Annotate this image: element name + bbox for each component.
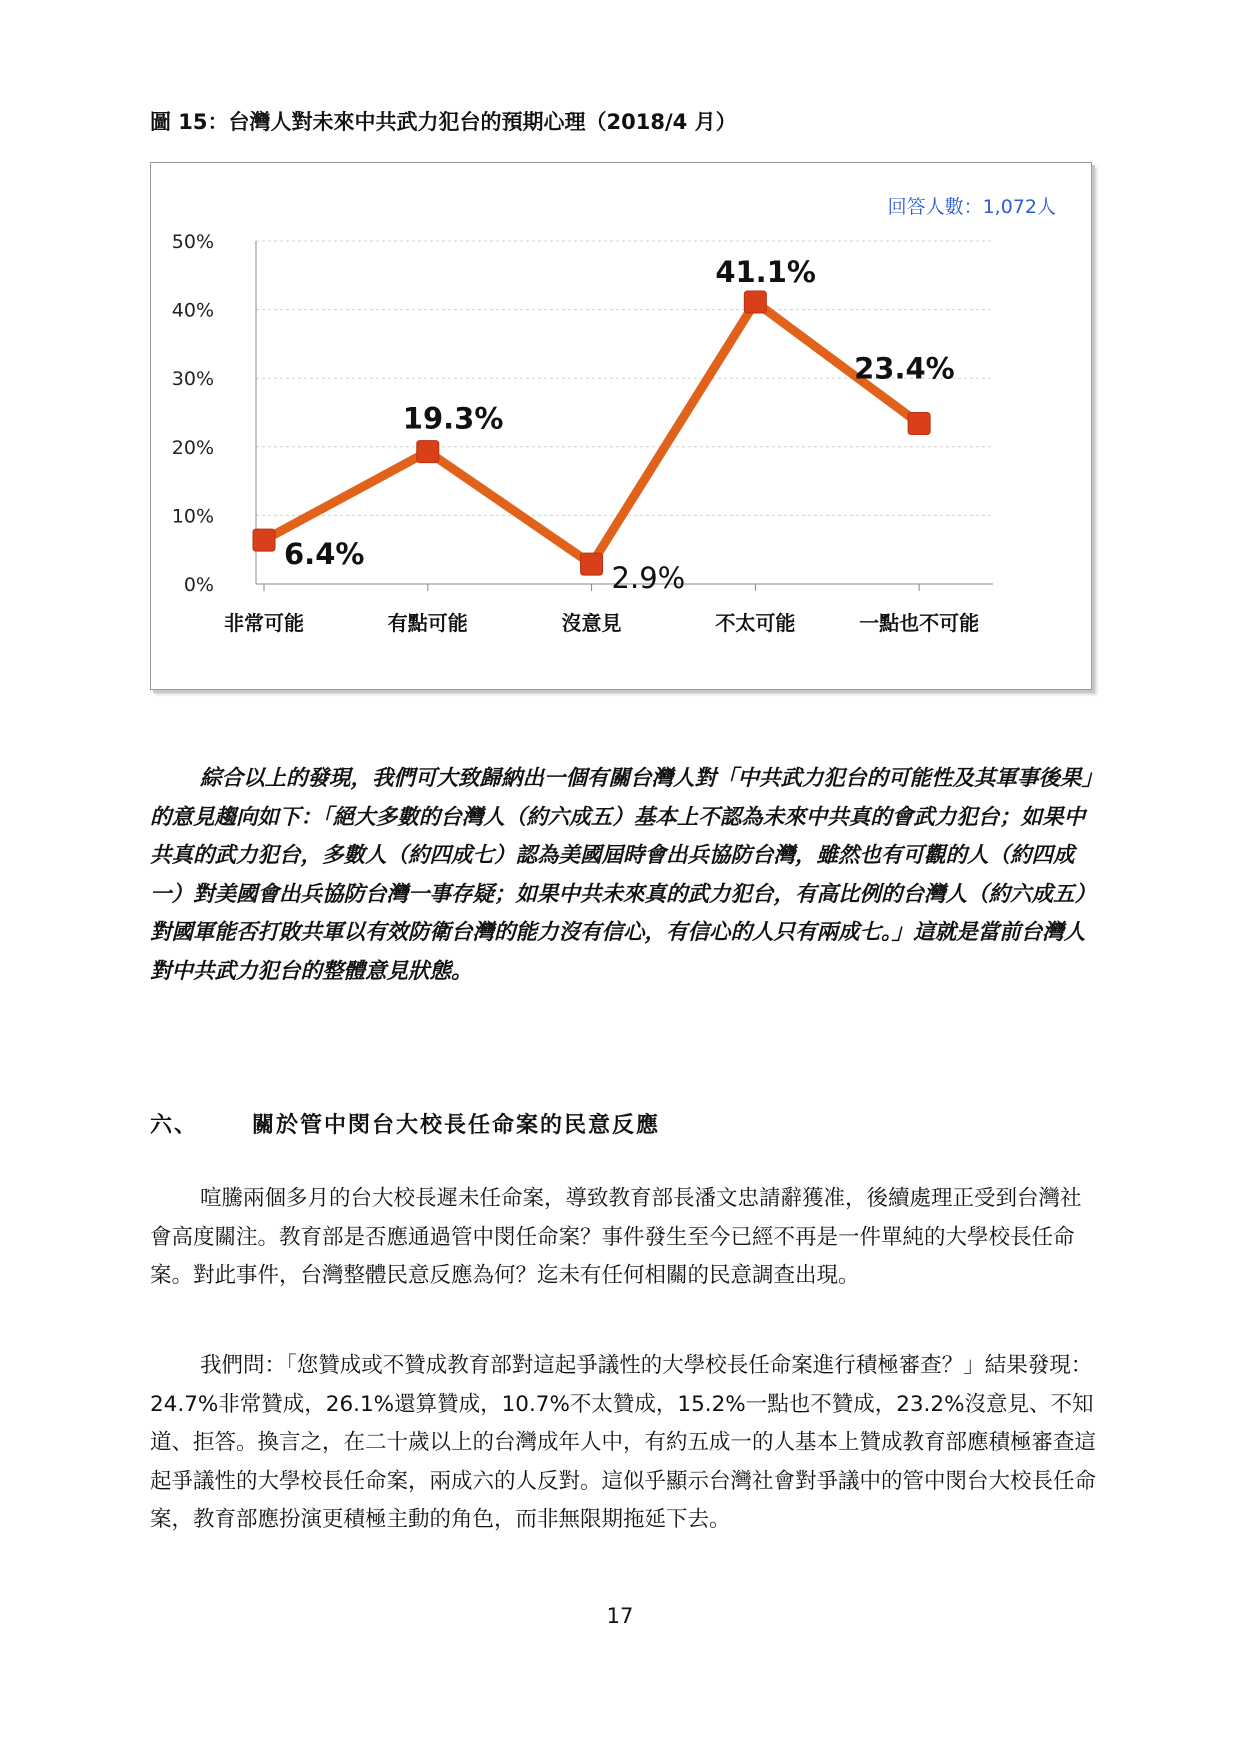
data-point	[581, 553, 603, 575]
chart-svg	[151, 163, 1091, 689]
data-label: 19.3%	[402, 401, 504, 436]
x-category-label: 一點也不可能	[859, 611, 980, 635]
section-number: 六、	[150, 1112, 199, 1138]
figure-title: 圖 15：台灣人對未來中共武力犯台的預期心理（2018/4 月）	[150, 110, 737, 134]
y-tick-label: 10%	[171, 505, 214, 528]
body-paragraph-2	[150, 1347, 1096, 1540]
section-title: 關於管中閔台大校長任命案的民意反應	[252, 1112, 661, 1138]
x-category-label: 沒意見	[561, 611, 622, 635]
body-text-1: 喧騰兩個多月的台大校長遲未任命案，導致教育部長潘文忠請辭獲准，後續處理正受到台灣社會高度關注。教育部是否應通過管中閔任命案？事件發生至今已經不再是一件單純的大學校長任命案。對此事件，台灣整體民意反應為何？迄未有任何相關的民意調查出現。	[150, 1186, 1082, 1289]
y-tick-label: 0%	[183, 574, 214, 596]
section-heading	[150, 1108, 660, 1139]
data-point	[417, 441, 439, 463]
page-number: 17	[606, 1604, 634, 1628]
body-paragraph-1	[150, 1180, 1096, 1296]
summary-paragraph	[150, 760, 1096, 992]
respondent-count-annotation: 回答人數：1,072人	[887, 196, 1056, 218]
x-category-label: 非常可能	[224, 611, 304, 635]
series-line	[264, 302, 919, 564]
data-point	[908, 412, 930, 434]
summary-text: 綜合以上的發現，我們可大致歸納出一個有關台灣人對「中共武力犯台的可能性及其軍事後果」的意見趨向如下：「絕大多數的台灣人（約六成五）基本上不認為未來中共真的會武力犯台；如果中共真的武力犯台，多數人（約四成七）認為美國屆時會出兵協防台灣，雖然也有可觀的人（約四成一）對美國會出兵協防台灣一事存疑；如果中共未來真的武力犯台，有高比例的台灣人（約六成五）對國軍能否打敗共軍以有效防衛台灣的能力沒有信心，有信心的人只有兩成七。」這就是當前台灣人對中共武力犯台的整體意見狀態。	[150, 766, 1097, 984]
body-text-2: 我們問：「您贊成或不贊成教育部對這起爭議性的大學校長任命案進行積極審查？」結果發現：24.7%非常贊成，26.1%還算贊成，10.7%不太贊成，15.2%一點也不贊成，23.2%沒意見、不知道、拒答。換言之，在二十歲以上的台灣成年人中，有約五成一的人基本上贊成教育部應積極審查這起爭議性的大學校長任命案，兩成六的人反對。這似乎顯示台灣社會對爭議中的管中閔台大校長任命案，教育部應扮演更積極主動的角色，而非無限期拖延下去。	[150, 1353, 1097, 1533]
data-label: 41.1%	[715, 255, 816, 290]
y-tick-label: 40%	[171, 299, 214, 322]
data-label: 6.4%	[284, 537, 365, 572]
data-label: 23.4%	[854, 351, 955, 386]
y-tick-label: 30%	[171, 368, 214, 391]
data-point	[744, 291, 766, 313]
x-category-label: 有點可能	[387, 611, 468, 635]
data-label: 2.9%	[611, 561, 686, 596]
x-category-label: 不太可能	[715, 611, 796, 635]
line-chart	[150, 162, 1092, 690]
y-tick-label: 50%	[171, 231, 214, 253]
y-tick-label: 20%	[171, 436, 214, 459]
data-point	[253, 529, 275, 551]
